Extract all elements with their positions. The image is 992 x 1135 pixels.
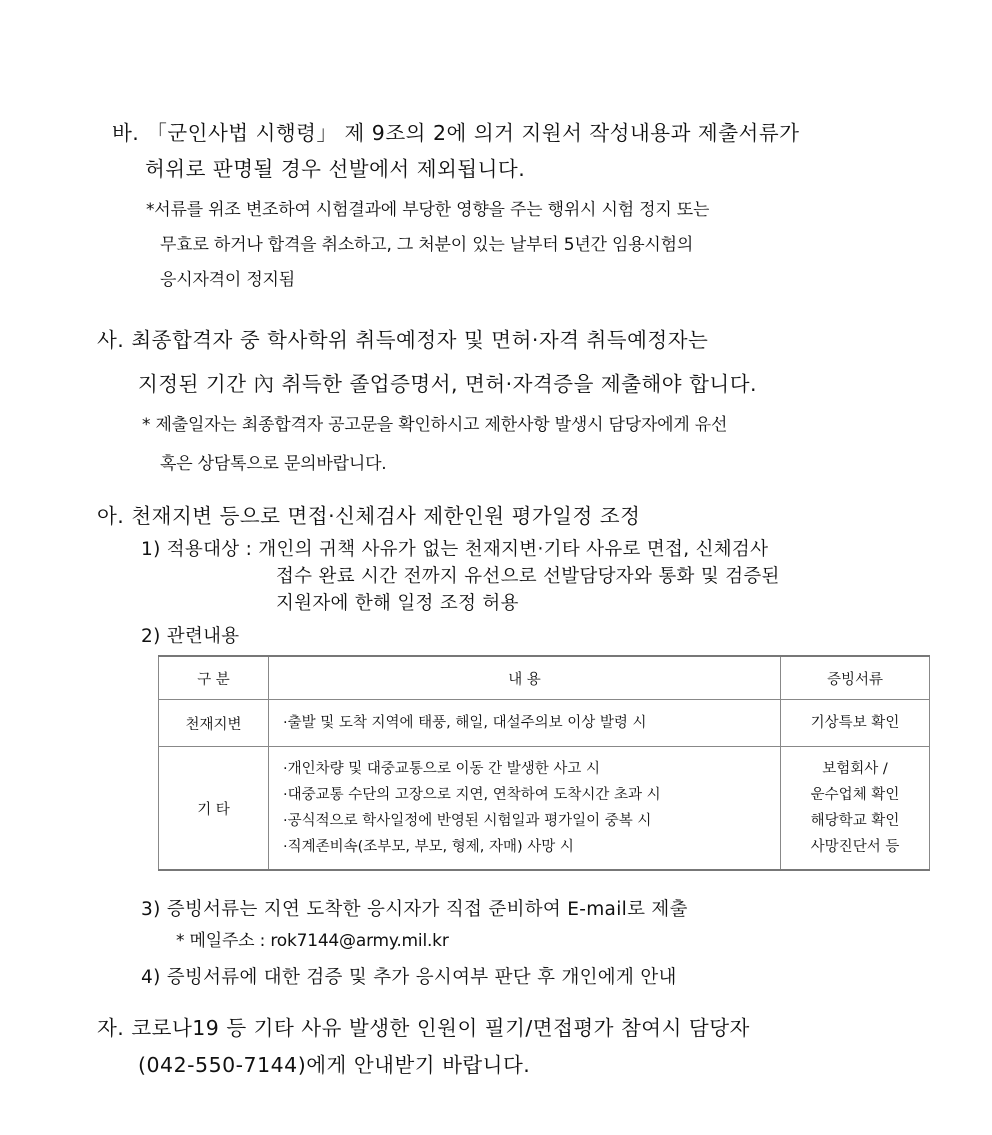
row2-proof-line: 사망진단서 등 xyxy=(810,839,900,855)
section-a-item4: 4) 증빙서류에 대한 검증 및 추가 응시여부 판단 후 개인에게 안내 xyxy=(141,967,677,988)
section-a-item3: 3) 증빙서류는 지연 도착한 응시자가 직접 준비하여 E-mail로 제출 xyxy=(141,899,688,920)
related-content-table xyxy=(158,655,930,871)
row2-proof xyxy=(781,747,930,871)
section-ba-note3: 응시자격이 정지됨 xyxy=(160,270,295,290)
section-ba-note1: *서류를 위조 변조하여 시험결과에 부당한 영향을 주는 행위시 시험 정지 또는 xyxy=(146,200,710,220)
header-category: 구 분 xyxy=(159,656,269,700)
section-ja-line1: 자. 코로나19 등 기타 사유 발생한 인원이 필기/면접평가 참여시 담당자 xyxy=(97,1016,750,1040)
row1-proof: 기상특보 확인 xyxy=(781,700,930,747)
row2-content-line: ·개인차량 및 대중교통으로 이동 간 발생한 사고 시 xyxy=(283,761,601,777)
row2-proof-line: 해당학교 확인 xyxy=(810,813,900,829)
header-content: 내 용 xyxy=(269,656,781,700)
email-note: * 메일주소 : rok7144@army.mil.kr xyxy=(176,931,449,951)
section-sa-note1: * 제출일자는 최종합격자 공고문을 확인하시고 제한사항 발생시 담당자에게 유선 xyxy=(142,415,728,435)
section-a-item1-line3: 지원자에 한해 일정 조정 허용 xyxy=(276,593,519,614)
section-a-item2: 2) 관련내용 xyxy=(141,626,240,647)
section-ba-line1: 바. 「군인사법 시행령」 제 9조의 2에 의거 지원서 작성내용과 제출서류가 xyxy=(112,121,800,145)
section-ja-line2: (042-550-7144)에게 안내받기 바랍니다. xyxy=(138,1053,531,1077)
table-row xyxy=(159,747,930,871)
row2-proof-line: 보험회사 / xyxy=(822,761,888,777)
table-header-row xyxy=(159,656,930,700)
section-sa-line2: 지정된 기간 內 취득한 졸업증명서, 면허·자격증을 제출해야 합니다. xyxy=(138,372,758,396)
section-ba-line2: 허위로 판명될 경우 선발에서 제외됩니다. xyxy=(145,157,526,181)
row2-content-line: ·대중교통 수단의 고장으로 지연, 연착하여 도착시간 초과 시 xyxy=(283,787,661,803)
row1-category: 천재지변 xyxy=(159,700,269,747)
row1-content: ·출발 및 도착 지역에 태풍, 해일, 대설주의보 이상 발령 시 xyxy=(269,700,781,747)
row2-content xyxy=(269,747,781,871)
header-proof: 증빙서류 xyxy=(781,656,930,700)
section-sa-note2: 혹은 상담톡으로 문의바랍니다. xyxy=(160,454,387,474)
section-ba-note2: 무효로 하거나 합격을 취소하고, 그 처분이 있는 날부터 5년간 임용시험의 xyxy=(160,235,694,255)
section-a-item1-line1: 1) 적용대상 : 개인의 귀책 사유가 없는 천재지변·기타 사유로 면접, 신체검사 xyxy=(141,539,769,560)
row2-category: 기 타 xyxy=(159,747,269,871)
table-row xyxy=(159,700,930,747)
section-a-item1-line2: 접수 완료 시간 전까지 유선으로 선발담당자와 통화 및 검증된 xyxy=(276,566,780,587)
row2-proof-line: 운수업체 확인 xyxy=(810,787,900,803)
section-a-title: 아. 천재지변 등으로 면접·신체검사 제한인원 평가일정 조정 xyxy=(97,504,641,528)
section-sa-line1: 사. 최종합격자 중 학사학위 취득예정자 및 면허·자격 취득예정자는 xyxy=(97,328,709,352)
row2-content-line: ·직계존비속(조부모, 부모, 형제, 자매) 사망 시 xyxy=(283,839,574,855)
row2-content-line: ·공식적으로 학사일정에 반영된 시험일과 평가일이 중복 시 xyxy=(283,813,652,829)
